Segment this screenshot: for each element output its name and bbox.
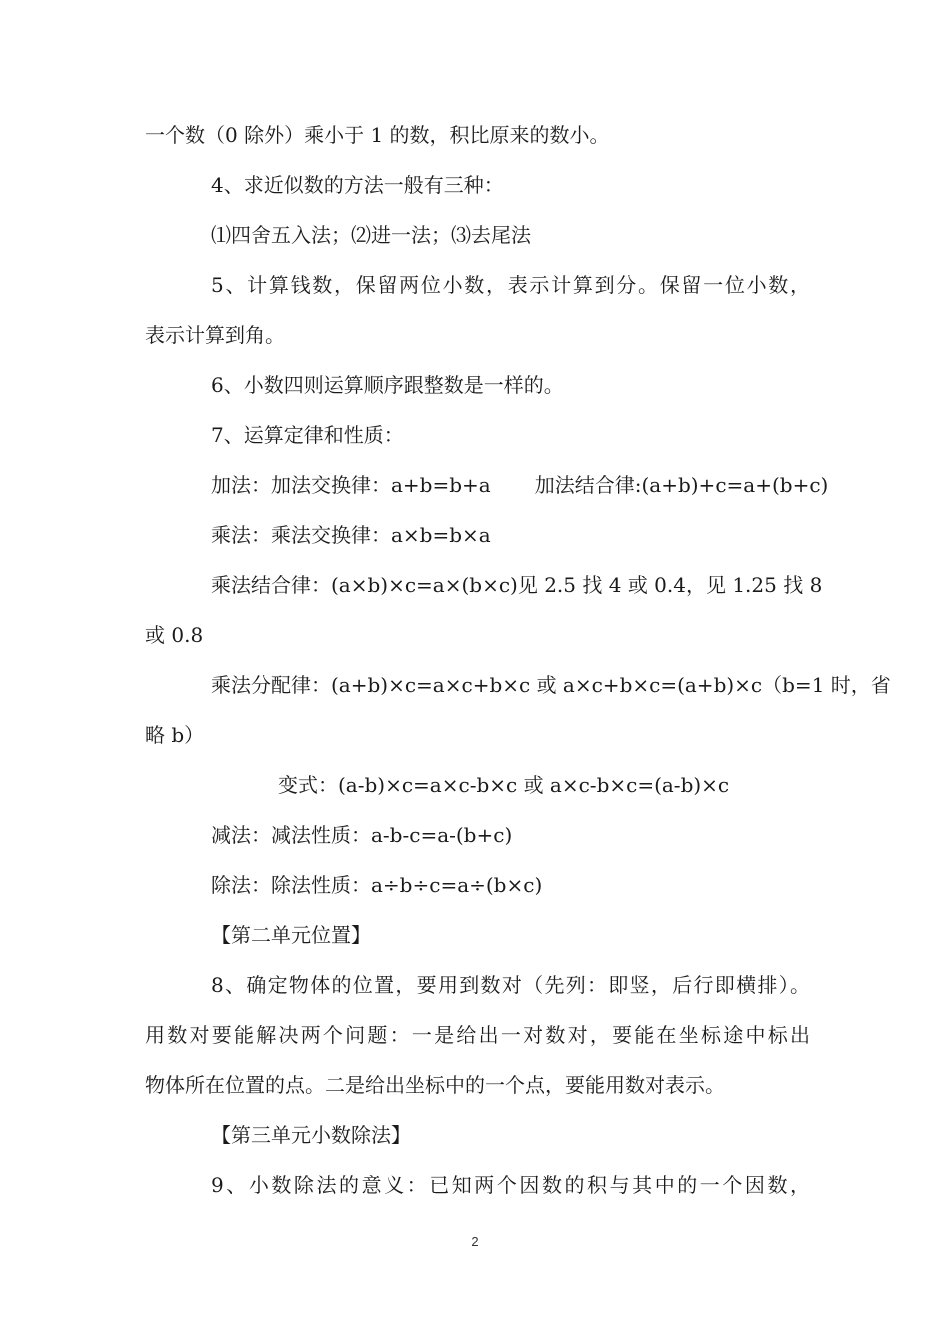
page-number: 2 bbox=[471, 1234, 479, 1249]
text-line: 5、计算钱数，保留两位小数，表示计算到分。保留一位小数， bbox=[211, 273, 810, 297]
text-line: 7、运算定律和性质： bbox=[211, 423, 404, 447]
text-line: 6、小数四则运算顺序跟整数是一样的。 bbox=[211, 373, 564, 397]
text-line: 略 b） bbox=[145, 723, 205, 747]
text-line: 乘法结合律：(a×b)×c=a×(b×c)见 2.5 找 4 或 0.4，见 1.25 找 8 bbox=[211, 573, 823, 597]
text-line: 减法：减法性质：a-b-c=a-(b+c) bbox=[211, 823, 513, 847]
text-line: 乘法分配律：(a+b)×c=a×c+b×c 或 a×c+b×c=(a+b)×c（b=1 时，省 bbox=[211, 673, 891, 697]
text-line: 用数对要能解决两个问题：一是给出一对数对，要能在坐标途中标出 bbox=[145, 1023, 810, 1047]
text-line: ⑴四舍五入法；⑵进一法；⑶去尾法 bbox=[211, 223, 531, 247]
law-line-addition bbox=[211, 472, 829, 498]
text-line: 表示计算到角。 bbox=[145, 323, 285, 347]
section-heading: 【第三单元小数除法】 bbox=[211, 1123, 411, 1147]
text-line: 除法：除法性质：a÷b÷c=a÷(b×c) bbox=[211, 873, 543, 897]
text-line: 或 0.8 bbox=[145, 623, 204, 647]
text-line: 9、小数除法的意义：已知两个因数的积与其中的一个因数， bbox=[211, 1173, 810, 1197]
text-line: 4、求近似数的方法一般有三种： bbox=[211, 173, 504, 197]
text-line: 变式：(a-b)×c=a×c-b×c 或 a×c-b×c=(a-b)×c bbox=[278, 773, 730, 797]
addition-associative: 加法结合律:(a+b)+c=a+(b+c) bbox=[534, 473, 829, 497]
text-line: 物体所在位置的点。二是给出坐标中的一个点，要能用数对表示。 bbox=[145, 1073, 725, 1097]
text-line: 一个数（0 除外）乘小于 1 的数，积比原来的数小。 bbox=[145, 123, 610, 147]
text-line: 乘法：乘法交换律：a×b=b×a bbox=[211, 523, 491, 547]
text-line: 8、确定物体的位置，要用到数对（先列：即竖，后行即横排）。 bbox=[211, 973, 810, 997]
addition-commutative: 加法：加法交换律：a+b=b+a bbox=[211, 473, 491, 497]
section-heading: 【第二单元位置】 bbox=[211, 923, 371, 947]
